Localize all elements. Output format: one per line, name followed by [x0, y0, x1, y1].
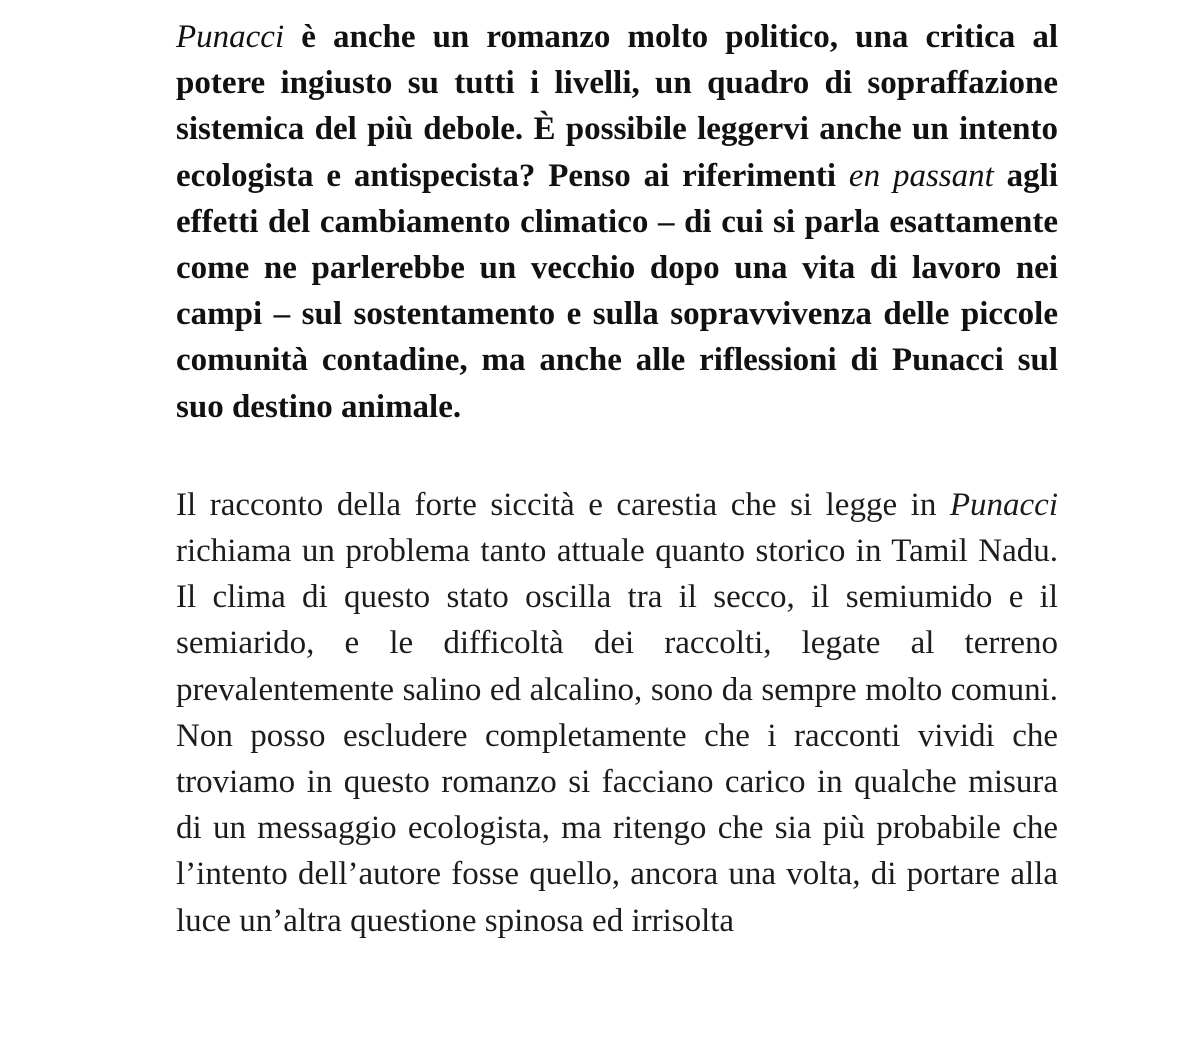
book-title: Punacci — [949, 486, 1058, 523]
question-text-2: agli effetti del cambiamento climatico – di cui si parla esattamente come ne parlerebbe un vecchio dopo una vita di lavoro nei campi – sul sostentamento e sulla sopravvivenza delle piccole comunità contadine, ma anche alle riflessioni di Punacci sul suo destino animale. — [176, 157, 1059, 425]
interview-question — [176, 14, 1058, 430]
answer-text-1: Il racconto della forte siccità e carestia che si legge in — [176, 486, 950, 523]
answer-text-2: richiama un problema tanto attuale quanto storico in Tamil Nadu. Il clima di questo stato oscilla tra il secco, il semiumido e il semiarido, e le difficoltà dei raccolti, legate al terreno prevalentemente salino ed alcalino, sono da sempre molto comuni. Non posso escludere completamente che i racconti vividi che troviamo in questo romanzo si facciano carico in qualche misura di un messaggio ecologista, ma ritengo che sia più probabile che l’intento dell’autore fosse quello, ancora una volta, di portare alla luce un’altra questione spinosa ed irrisolta — [176, 533, 1058, 939]
article-body — [176, 14, 1058, 944]
italic-phrase: en passant — [848, 157, 994, 194]
interview-answer — [176, 482, 1058, 944]
book-title: Punacci — [176, 19, 285, 55]
question-text-1: è anche un romanzo molto politico, una critica al potere ingiusto su tutti i livelli, un quadro di sopraffazione sistemica del più debole. È possibile leggervi anche un intento ecologista e antispecista? Penso ai riferimenti — [176, 19, 1058, 194]
